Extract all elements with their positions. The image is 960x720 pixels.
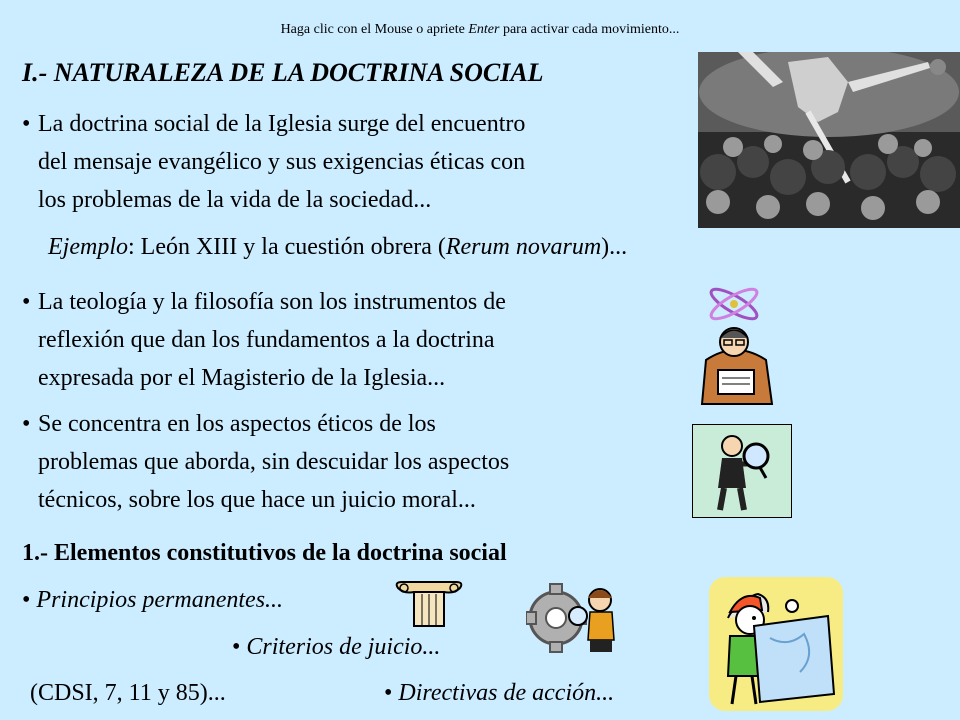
bullet-marker: •: [22, 411, 31, 437]
bullet-2-line-1: La teología y la filosofía son los instrumentos de: [38, 289, 506, 315]
bullet-2: [22, 283, 506, 397]
hint-text-end: para activar cada movimiento...: [499, 22, 680, 37]
bullet-marker: •: [22, 587, 31, 613]
example-label: Ejemplo: [48, 234, 128, 260]
directivas-item: [384, 680, 614, 707]
hint-enter-key: Enter: [468, 22, 500, 37]
magnifier-man-clipart: [692, 424, 792, 518]
crowd-photo: [698, 52, 960, 228]
example-line: [48, 234, 627, 261]
gear-woman-clipart: [526, 578, 624, 662]
example-italic-title: Rerum novarum: [445, 234, 602, 260]
principios-item: [22, 587, 283, 614]
bullet-1-line-3: los problemas de la vida de la sociedad...: [38, 187, 432, 213]
hint-text-start: Haga clic con el Mouse o apriete: [280, 22, 469, 37]
section-title: 1.- Elementos constitutivos de la doctrina social: [22, 540, 507, 566]
scholar-clipart: [696, 320, 778, 406]
directivas-text: Directivas de acción...: [398, 680, 615, 706]
principios-text: Principios permanentes...: [36, 587, 284, 613]
bullet-3-line-3: técnicos, sobre los que hace un juicio moral...: [38, 487, 476, 513]
bullet-1-line-1: La doctrina social de la Iglesia surge del encuentro: [38, 111, 526, 137]
bullet-marker: •: [22, 111, 31, 137]
bullet-marker: •: [22, 289, 31, 315]
example-text-end: )...: [601, 234, 628, 260]
bullet-2-line-3: expresada por el Magisterio de la Iglesia...: [38, 365, 446, 391]
criterios-text: Criterios de juicio...: [246, 634, 441, 660]
bullet-marker: •: [384, 680, 393, 706]
bullet-3-line-2: problemas que aborda, sin descuidar los aspectos: [38, 449, 510, 475]
example-text: : León XIII y la cuestión obrera (: [127, 234, 446, 260]
reference-text: (CDSI, 7, 11 y 85)...: [30, 680, 226, 706]
bullet-3-line-1: Se concentra en los aspectos éticos de los: [38, 411, 436, 437]
bullet-1-line-2: del mensaje evangélico y sus exigencias éticas con: [38, 149, 526, 175]
criterios-item: [232, 634, 440, 661]
instruction-hint: [0, 22, 960, 38]
slide-title: I.- NATURALEZA DE LA DOCTRINA SOCIAL: [22, 58, 544, 87]
bullet-2-line-2: reflexión que dan los fundamentos a la doctrina: [38, 327, 495, 353]
atom-icon: [704, 284, 764, 324]
bullet-marker: •: [232, 634, 241, 660]
map-man-clipart: [708, 576, 844, 712]
column-icon: [394, 580, 464, 628]
bullet-3: [22, 405, 509, 519]
bullet-1: [22, 105, 525, 219]
